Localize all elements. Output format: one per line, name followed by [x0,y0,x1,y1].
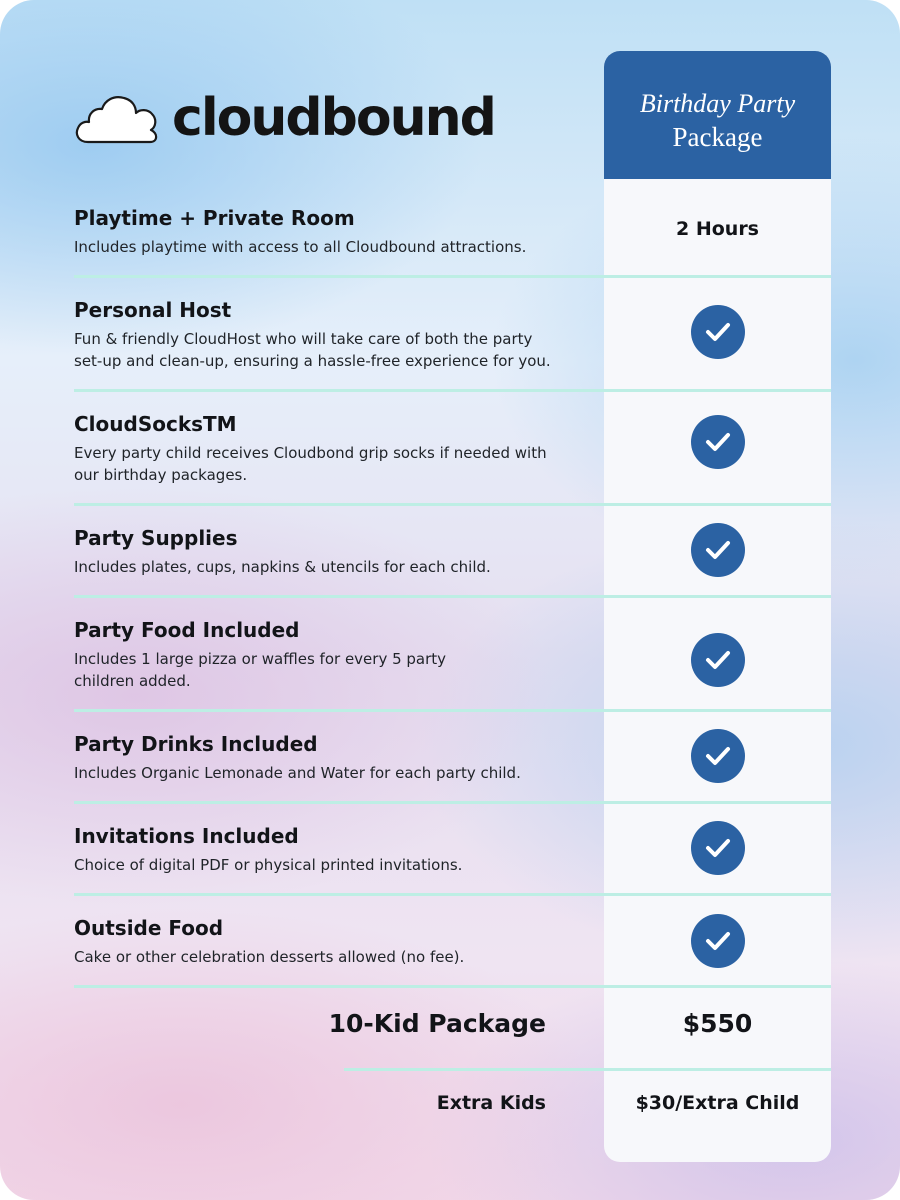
check-icon [691,821,745,875]
feature-title: Playtime + Private Room [74,206,355,230]
row-divider [74,503,831,506]
feature-title: CloudSocksTM [74,412,237,436]
feature-title: Outside Food [74,916,224,940]
brand-name: cloudbound [172,88,495,148]
package-label: 10-Kid Package [328,1009,546,1038]
check-icon [691,523,745,577]
row-divider [74,985,831,988]
feature-desc: Cake or other celebration desserts allowed (no fee). [74,948,465,966]
feature-desc: Every party child receives Cloudbond grip socks if needed with our birthday packages. [74,444,547,484]
row-divider [74,801,831,804]
feature-desc: Includes plates, cups, napkins & utencils for each child. [74,558,491,576]
feature-desc: Fun & friendly CloudHost who will take care of both the party set-up and clean-up, ensuring a hassle-free experience for you. [74,330,551,370]
extra-kids-label: Extra Kids [436,1092,546,1114]
feature-title: Party Food Included [74,618,300,642]
row-divider [74,893,831,896]
feature-title: Party Drinks Included [74,732,318,756]
check-icon [691,305,745,359]
check-icon [691,914,745,968]
cloud-icon [74,90,160,146]
row-divider [74,709,831,712]
package-header-line1: Birthday Party [639,89,796,118]
brand-logo [74,86,495,150]
row-divider [74,275,831,278]
package-header-line2: Package [672,122,763,152]
check-icon [691,729,745,783]
row-divider [74,389,831,392]
feature-title: Invitations Included [74,824,299,848]
check-icon [691,415,745,469]
feature-value: 2 Hours [676,218,759,240]
row-divider [74,595,831,598]
feature-desc: Includes Organic Lemonade and Water for each party child. [74,764,521,782]
package-header [604,51,831,179]
package-price: $550 [682,1009,753,1038]
feature-title: Party Supplies [74,526,238,550]
extra-kids-price: $30/Extra Child [635,1092,800,1114]
feature-title: Personal Host [74,298,232,322]
feature-desc: Includes playtime with access to all Cloudbound attractions. [74,238,527,256]
feature-desc: Choice of digital PDF or physical printed invitations. [74,856,463,874]
price-divider [344,1068,831,1071]
check-icon [691,633,745,687]
feature-desc: Includes 1 large pizza or waffles for every 5 party children added. [74,650,447,690]
